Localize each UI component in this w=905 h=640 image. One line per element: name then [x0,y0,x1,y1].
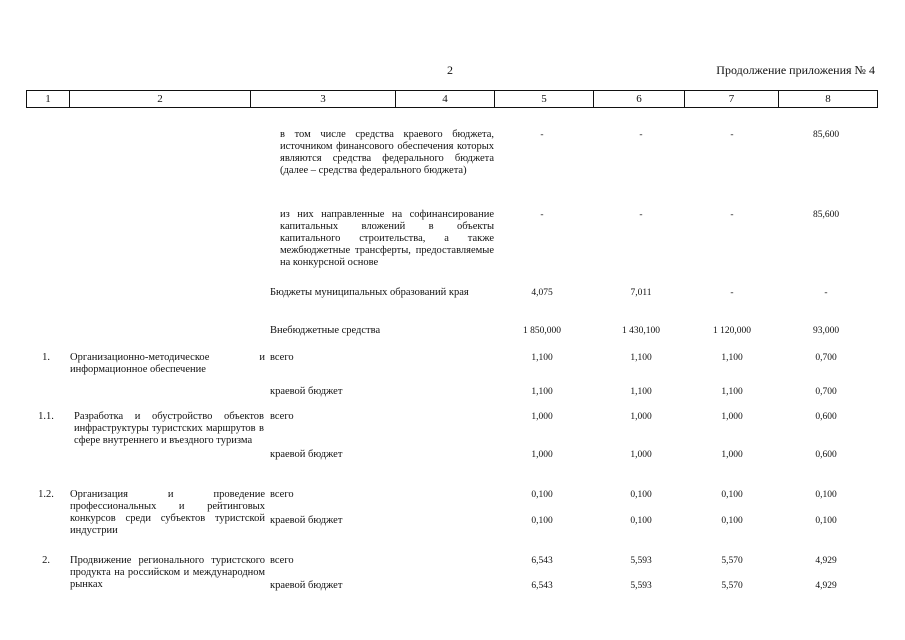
value-col7: - [730,130,734,140]
value-col7: - [730,210,734,220]
value-col6: 0,100 [630,490,652,500]
value-col5: - [540,130,544,140]
column-header: 2 [70,91,251,108]
value-col7: 5,570 [721,556,743,566]
value-col8: - [824,288,828,298]
value-col8: 0,600 [815,412,837,422]
value-col8: 0,600 [815,450,837,460]
item-title: Продвижение регионального туристского продукта на российском и международном рынках [70,555,265,590]
value-col8: 4,929 [815,556,837,566]
column-header: 5 [495,91,594,108]
value-col8: 85,600 [812,130,840,140]
column-header: 6 [594,91,685,108]
value-col5: 0,100 [531,516,553,526]
source-label: в том числе средства краевого бюджета, источником финансового обеспечения которых являются средства федерального бюджета (далее – средства федерального бюджета) [280,129,494,176]
source-label: Бюджеты муниципальных образований края [270,287,469,298]
value-col6: 5,593 [630,581,652,591]
value-col6: - [639,130,643,140]
value-col8: 93,000 [812,326,840,336]
value-col6: 1,000 [630,412,652,422]
source-label: всего [270,489,294,500]
column-header: 8 [779,91,878,108]
item-number: 1.1. [38,411,54,422]
value-col5: 1,000 [531,412,553,422]
value-col7: 1,000 [721,412,743,422]
value-col5: 1,100 [531,387,553,397]
continuation-label: Продолжение приложения № 4 [716,63,875,77]
value-col5: 1 850,000 [523,326,561,336]
value-col8: 85,600 [812,210,840,220]
value-col6: 7,011 [630,288,652,298]
column-header: 3 [251,91,396,108]
value-col8: 0,700 [815,353,837,363]
value-col6: 1 430,100 [622,326,660,336]
value-col6: 0,100 [630,516,652,526]
value-col8: 0,700 [815,387,837,397]
value-col8: 4,929 [815,581,837,591]
item-number: 2. [42,555,50,566]
value-col7: 1,100 [721,387,743,397]
source-label: Внебюджетные средства [270,325,381,336]
value-col7: 1,000 [721,450,743,460]
column-header: 4 [396,91,495,108]
value-col5: 6,543 [531,581,553,591]
value-col7: 1 120,000 [713,326,751,336]
source-label: из них направленные на софинансирование капитальных вложений в объекты капитального строительства, а также межбюджетные трансферты, предоставляемые на конкурсной основе [280,209,494,268]
item-title: Организация и проведение профессиональных и рейтинговых конкурсов среди субъектов туристской индустрии [70,489,265,536]
item-title: Организационно-методическое и информационное обеспечение [70,352,265,375]
value-col6: 5,593 [630,556,652,566]
source-label: краевой бюджет [270,515,343,526]
source-label: всего [270,411,294,422]
value-col6: 1,100 [630,353,652,363]
item-title: Разработка и обустройство объектов инфраструктуры туристских маршрутов в сфере внутреннего и въездного туризма [74,411,264,446]
source-label: краевой бюджет [270,449,343,460]
column-header: 1 [27,91,70,108]
page-number: 2 [447,63,453,77]
value-col5: 6,543 [531,556,553,566]
column-number-header [26,90,878,108]
item-number: 1. [42,352,50,363]
value-col8: 0,100 [815,516,837,526]
value-col5: - [540,210,544,220]
value-col7: 5,570 [721,581,743,591]
header-row [27,91,878,108]
source-label: всего [270,555,294,566]
value-col6: 1,000 [630,450,652,460]
value-col7: 0,100 [721,490,743,500]
value-col7: 0,100 [721,516,743,526]
value-col5: 1,000 [531,450,553,460]
value-col7: - [730,288,734,298]
source-label: краевой бюджет [270,580,343,591]
item-number: 1.2. [38,489,54,500]
column-header: 7 [685,91,779,108]
value-col8: 0,100 [815,490,837,500]
value-col5: 1,100 [531,353,553,363]
value-col5: 4,075 [531,288,553,298]
value-col5: 0,100 [531,490,553,500]
value-col7: 1,100 [721,353,743,363]
source-label: краевой бюджет [270,386,343,397]
value-col6: - [639,210,643,220]
source-label: всего [270,352,294,363]
value-col6: 1,100 [630,387,652,397]
